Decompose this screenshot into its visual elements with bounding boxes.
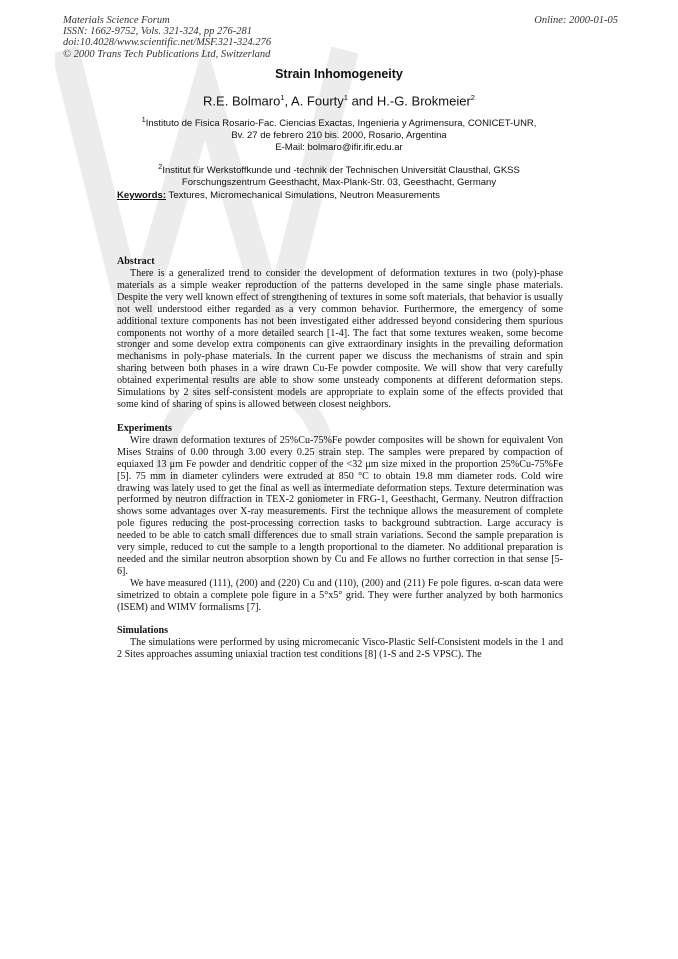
simulations-paragraph: The simulations were performed by using micromecanic Visco-Plastic Self-Consistent models in the 1 and 2 Sites approaches assuming uniaxial traction test conditions [8] (1-S and 2-S VPSC). The <box>117 637 563 661</box>
keywords-label: Keywords: <box>117 190 167 201</box>
paper-body <box>117 256 563 673</box>
affiliation-1-line1: Instituto de Fisica Rosario-Fac. Ciencias Exactas, Ingenieria y Agrimensura, CONICET-UNR, <box>145 118 537 130</box>
affiliation-2-line2: Forschungszentrum Geesthacht, Max-Plank-Str. 03, Geesthacht, Germany <box>181 176 497 188</box>
citation-header <box>63 15 271 60</box>
simulations-section <box>117 625 563 661</box>
author-brokmeier: and H.-G. Brokmeier <box>347 93 471 109</box>
copyright-line: © 2000 Trans Tech Publications Ltd, Switzerland <box>63 48 271 60</box>
affiliation-2-line1: Institut für Werkstoffkunde und -technik der Technischen Universität Clausthal, GKSS <box>162 165 520 177</box>
affiliation-1-line2: Bv. 27 de febrero 210 bis. 2000, Rosario, Argentina <box>231 130 447 142</box>
affiliation-email: E-Mail: bolmaro@ifir.ifir.edu.ar <box>275 142 403 154</box>
affiliation-2 <box>0 161 678 189</box>
abstract-heading: Abstract <box>117 256 155 267</box>
journal-name: Materials Science Forum <box>63 15 170 26</box>
simulations-heading: Simulations <box>117 625 169 637</box>
online-date: Online: 2000-01-05 <box>534 15 618 26</box>
author-bolmaro: R.E. Bolmaro <box>203 93 281 109</box>
experiments-paragraph-1: Wire drawn deformation textures of 25%Cu-75%Fe powder composites will be shown for equivalent Von Mises Strains of 0.00 through 3.00 every 0.25 strain step. The samples were prepared by compaction of equiaxed 13 μm Fe powder and dendritic copper of the <32 μm size mixed in the proportion 25%Cu-75%Fe [5]. 75 mm in diameter cylinders were extruded at 850 °C to obtain 19.8 mm diameter rods. Cold wire drawing was lately used to get the final as well as intermediate deformation steps. Texture determination was performed by neutron diffraction in TEX-2 goniometer in FRG-1, Geesthacht, Germany. Neutron diffraction shows some advantages over X-ray measurements. First the technique allows the measurement of complete pole figures reducing the post-processing correction tasks to background subtraction. Large accuracy is needed to be able to catch small differences due to small strain variations. Second the sample preparation is very simple, reduced to cut the sample to a length proportional to the diameter. No additional preparation is needed and the similar neutron absorption shown by Cu and Fe allows no further correction in that sense [5-6]. <box>117 434 563 577</box>
author-affil-sup: 1 <box>280 93 285 102</box>
keywords-text: Textures, Micromechanical Simulations, Neutron Measurements <box>166 190 440 201</box>
paper-title: Strain Inhomogeneity <box>275 67 403 81</box>
affiliation-sup: 1 <box>141 115 146 125</box>
abstract-section <box>117 256 563 411</box>
experiments-section <box>117 423 563 614</box>
affiliation-sup: 2 <box>158 161 163 171</box>
issn-line: ISSN: 1662-9752, Vols. 321-324, pp 276-281 <box>63 26 252 38</box>
paper-header <box>0 64 678 196</box>
author-fourty: , A. Fourty <box>284 93 344 109</box>
author-list <box>0 93 678 108</box>
author-affil-sup: 2 <box>470 93 475 102</box>
author-affil-sup: 1 <box>343 93 348 102</box>
experiments-heading: Experiments <box>117 422 172 434</box>
keywords-line <box>117 190 440 201</box>
doi-line: doi:10.4028/www.scientific.net/MSF.321-324.276 <box>63 37 272 49</box>
affiliation-1 <box>0 114 678 154</box>
abstract-paragraph: There is a generalized trend to consider the development of deformation textures in two (poly)-phase materials as a simple weaker reproduction of the patterns developed in the same single phase materials. Despite the very well known effect of strengthening of textures in some soft materials, that behavior is usually not well understood either regarded as a very common behavior. Furthermore, the emergency of some additional texture components has not been investigated either addressed beyond considering them spurious components not worthy of a more detailed search [1-4]. The fact that some textures weaken, some become stronger and some develop extra components can give extraordinary insights in the prevailing deformation mechanisms in poly-phase materials. In the current paper we discuss the mechanisms of strain and spin sharing between both phases in a wire drawn Cu-Fe powder composite. We will show that very carefully obtained experimental results are able to show some unsteady components at different deformation steps. Simulations by 2 sites self-consistent models are appropriate to explain some of the effects provided that some kind of sharing of spins is allowed between closest neighbors. <box>117 268 563 410</box>
experiments-paragraph-2: We have measured (111), (200) and (220) Cu and (110), (200) and (211) Fe pole figures. α-scan data were simetrized to obtain a complete pole figure in a 5°x5° grid. They were further analyzed by both harmonics (ISEM) and WIMV formalisms [7]. <box>117 577 563 613</box>
